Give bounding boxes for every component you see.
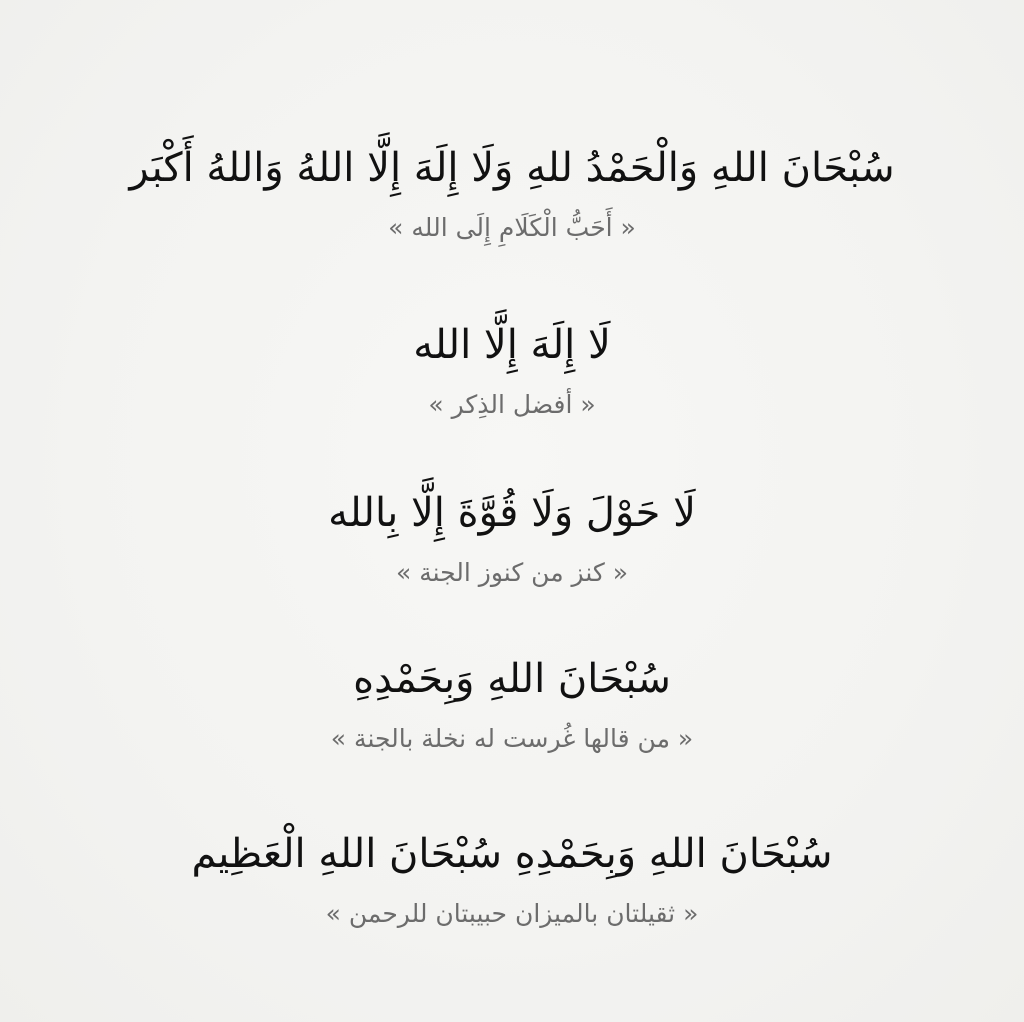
dhikr-phrase: سُبْحَانَ اللهِ وَبِحَمْدِهِ <box>353 656 671 702</box>
dhikr-phrase: لَا حَوْلَ وَلَا قُوَّةَ إِلَّا بِالله <box>328 490 696 536</box>
dhikr-phrase: لَا إِلَهَ إِلَّا الله <box>413 322 611 368</box>
dhikr-virtue: « ثقيلتان بالميزان حبيبتان للرحمن » <box>325 899 699 928</box>
dhikr-virtue: « أَحَبُّ الْكَلَامِ إِلَى الله » <box>388 213 636 242</box>
dhikr-block-1 <box>0 140 1024 248</box>
dhikr-block-5 <box>0 826 1024 934</box>
dhikr-virtue: « أفضل الذِكر » <box>428 390 596 419</box>
dhikr-virtue: « كنز من كنوز الجنة » <box>395 558 629 587</box>
dhikr-phrase: سُبْحَانَ اللهِ وَبِحَمْدِهِ سُبْحَانَ اللهِ الْعَظِيم <box>191 831 833 877</box>
dhikr-block-4 <box>0 651 1024 759</box>
dhikr-block-3 <box>0 485 1024 593</box>
dhikr-phrase: سُبْحَانَ اللهِ وَالْحَمْدُ للهِ وَلَا إِلَهَ إِلَّا اللهُ وَاللهُ أَكْبَر <box>129 145 895 191</box>
dhikr-block-2 <box>0 317 1024 425</box>
dhikr-virtue: « من قالها غُرست له نخلة بالجنة » <box>330 724 694 753</box>
